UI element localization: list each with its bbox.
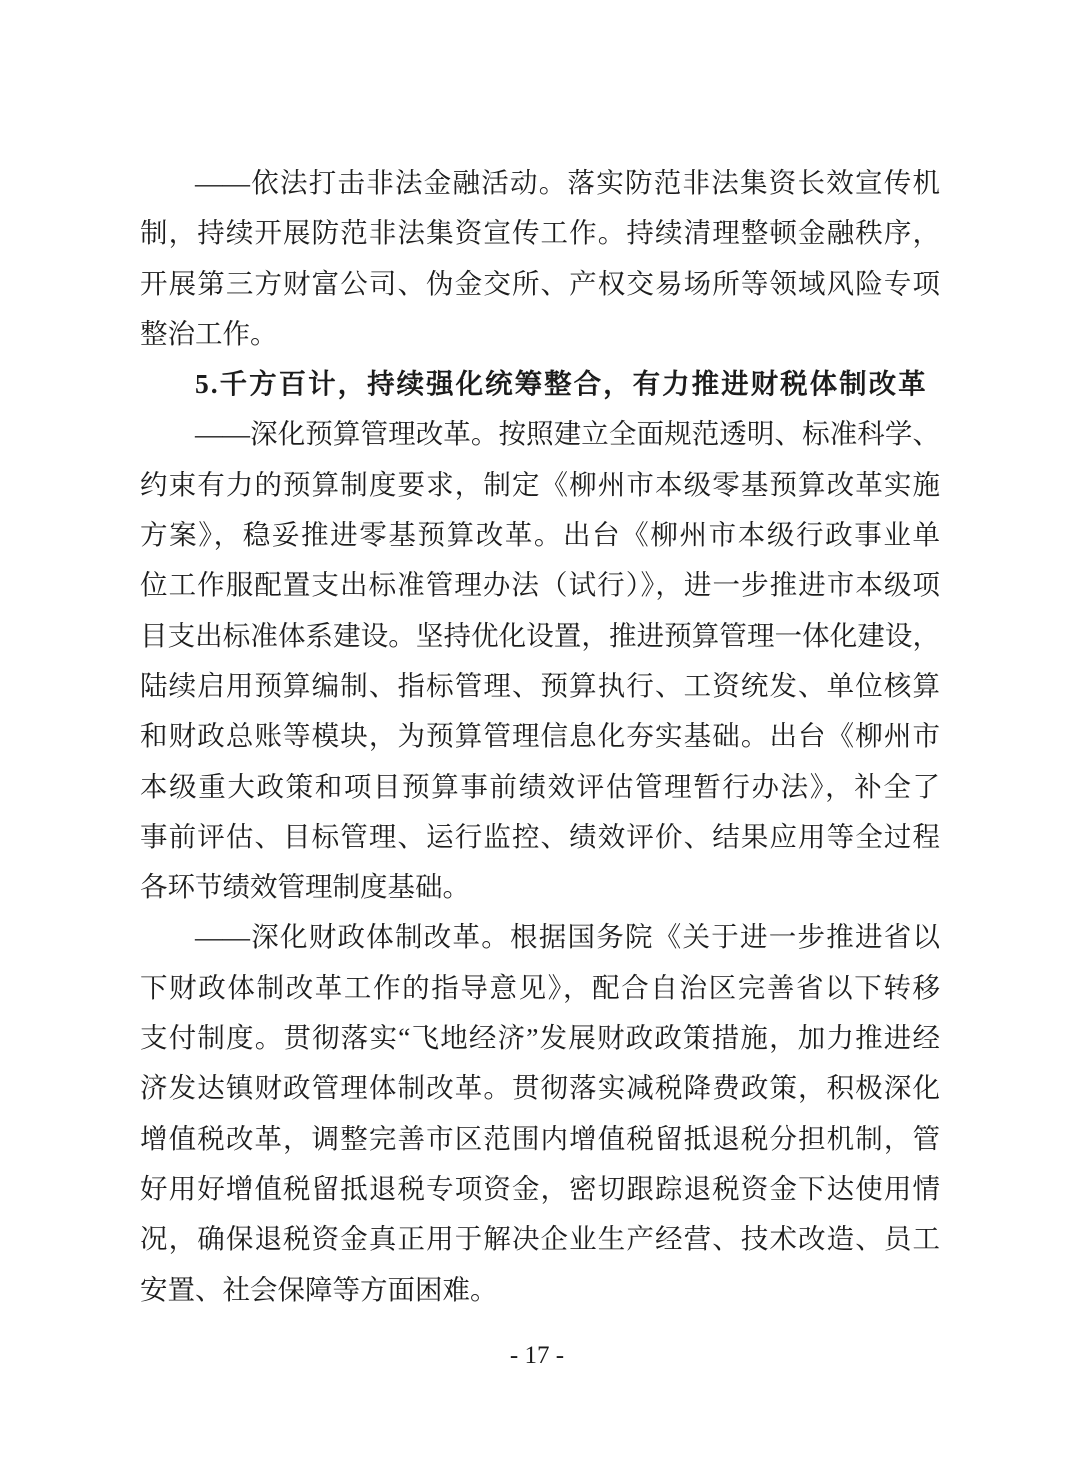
document-body (140, 158, 940, 1315)
paragraph-line: 事前评估、目标管理、运行监控、绩效评价、结果应用等全过程 (140, 820, 940, 852)
paragraph-line: 整治工作。 (140, 317, 278, 349)
paragraph-line: 位工作服配置支出标准管理办法（试行）》，进一步推进市本级项 (140, 569, 940, 601)
paragraph-line: 开展第三方财富公司、伪金交所、产权交易场所等领域风险专项 (140, 267, 940, 299)
paragraph-line: 和财政总账等模块，为预算管理信息化夯实基础。出台《柳州市 (140, 720, 940, 752)
paragraph-line: ——深化财政体制改革。根据国务院《关于进一步推进省以 (195, 921, 940, 953)
paragraph-line: 约束有力的预算制度要求，制定《柳州市本级零基预算改革实施 (140, 468, 940, 500)
paragraph-line: 况，确保退税资金真正用于解决企业生产经营、技术改造、员工 (140, 1223, 940, 1255)
page-number: - 17 - (509, 1342, 565, 1369)
paragraph-line: 目支出标准体系建设。坚持优化设置，推进预算管理一体化建设， (140, 619, 940, 651)
paragraph-line: 济发达镇财政管理体制改革。贯彻落实减税降费政策，积极深化 (140, 1072, 940, 1104)
paragraph-line: 各环节绩效管理制度基础。 (140, 871, 470, 903)
paragraph-line: 本级重大政策和项目预算事前绩效评估管理暂行办法》，补全了 (140, 770, 940, 802)
paragraph-line: 增值税改革，调整完善市区范围内增值税留抵退税分担机制，管 (140, 1122, 940, 1154)
paragraph-line: 安置、社会保障等方面困难。 (140, 1273, 498, 1305)
paragraph-line: ——依法打击非法金融活动。落实防范非法集资长效宣传机 (195, 167, 940, 198)
paragraph-line: 制，持续开展防范非法集资宣传工作。持续清理整顿金融秩序， (140, 217, 940, 249)
paragraph-line: 方案》，稳妥推进零基预算改革。出台《柳州市本级行政事业单 (140, 519, 940, 551)
section-heading: 5.千方百计，持续强化统筹整合，有力推进财税体制改革 (195, 368, 928, 400)
paragraph-line: 下财政体制改革工作的指导意见》，配合自治区完善省以下转移 (140, 971, 940, 1003)
paragraph-line: ——深化预算管理改革。按照建立全面规范透明、标准科学、 (195, 418, 940, 450)
paragraph-line: 陆续启用预算编制、指标管理、预算执行、工资统发、单位核算 (140, 669, 940, 701)
paragraph-line: 好用好增值税留抵退税专项资金，密切跟踪退税资金下达使用情 (140, 1172, 940, 1204)
paragraph-line: 支付制度。贯彻落实“飞地经济”发展财政政策措施，加力推进经 (140, 1022, 940, 1054)
